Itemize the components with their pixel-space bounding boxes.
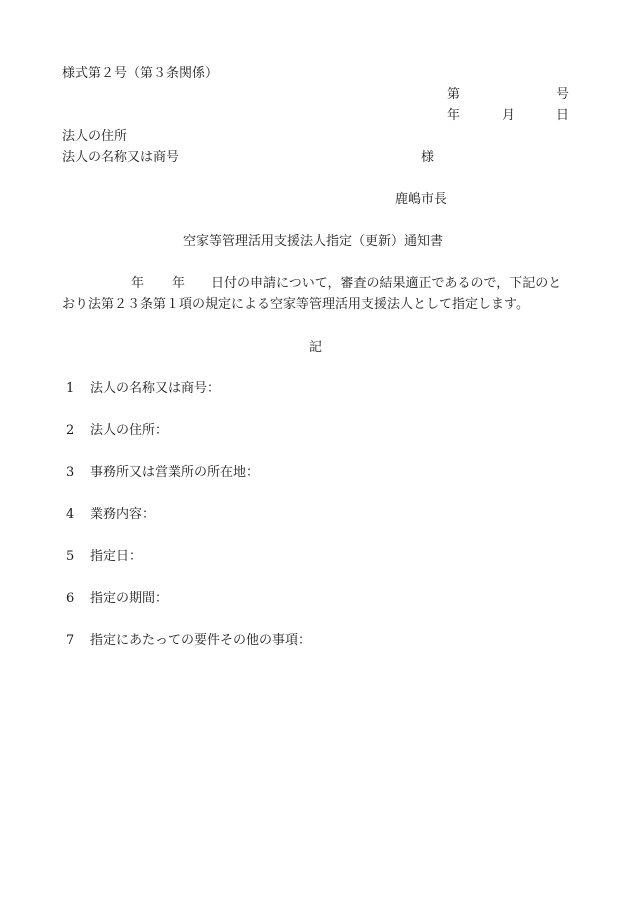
item-label: 指定にあたっての要件その他の事項： [90,633,312,648]
body-year-label-1: 年 [131,276,145,291]
list-item [66,633,311,649]
item-number: 5 [66,549,75,564]
body-text-line-2: おり法第２３条第１項の規定による空家等管理活用支援法人として指定します。 [62,297,529,312]
list-item [66,591,168,607]
honorific: 様 [421,150,435,165]
list-item [66,423,168,439]
item-label: 指定の期間： [90,591,169,606]
item-label: 指定日： [90,549,143,564]
item-number: 7 [66,633,75,648]
list-item [66,465,259,481]
list-item [66,381,220,397]
item-number: 6 [66,591,75,606]
form-number: 様式第２号（第３条関係） [62,66,219,81]
item-number: 2 [66,423,75,438]
item-label: 法人の名称又は商号： [90,381,221,396]
item-number: 4 [66,507,75,522]
item-label: 法人の住所： [90,423,169,438]
item-label: 業務内容： [90,507,156,522]
date-day-label: 日 [556,108,570,123]
body-year-label-2: 年 [172,276,186,291]
item-number: 3 [66,465,75,480]
date-year-label: 年 [447,108,461,123]
date-month-label: 月 [502,108,516,123]
ki-heading: 記 [309,340,323,355]
issuer-name: 鹿嶋市長 [395,192,448,207]
corp-address-label: 法人の住所 [62,129,128,144]
corp-name-label: 法人の名称又は商号 [62,150,180,165]
document-title: 空家等管理活用支援法人指定（更新）通知書 [183,234,444,249]
body-text-line-1: 日付の申請について，審査の結果適正であるので，下記のと [211,276,562,291]
list-item [66,507,155,523]
item-number: 1 [66,381,75,396]
list-item [66,549,142,565]
item-label: 事務所又は営業所の所在地： [90,465,260,480]
document-number-prefix: 第 [447,87,461,102]
document-number-suffix: 号 [556,87,570,102]
